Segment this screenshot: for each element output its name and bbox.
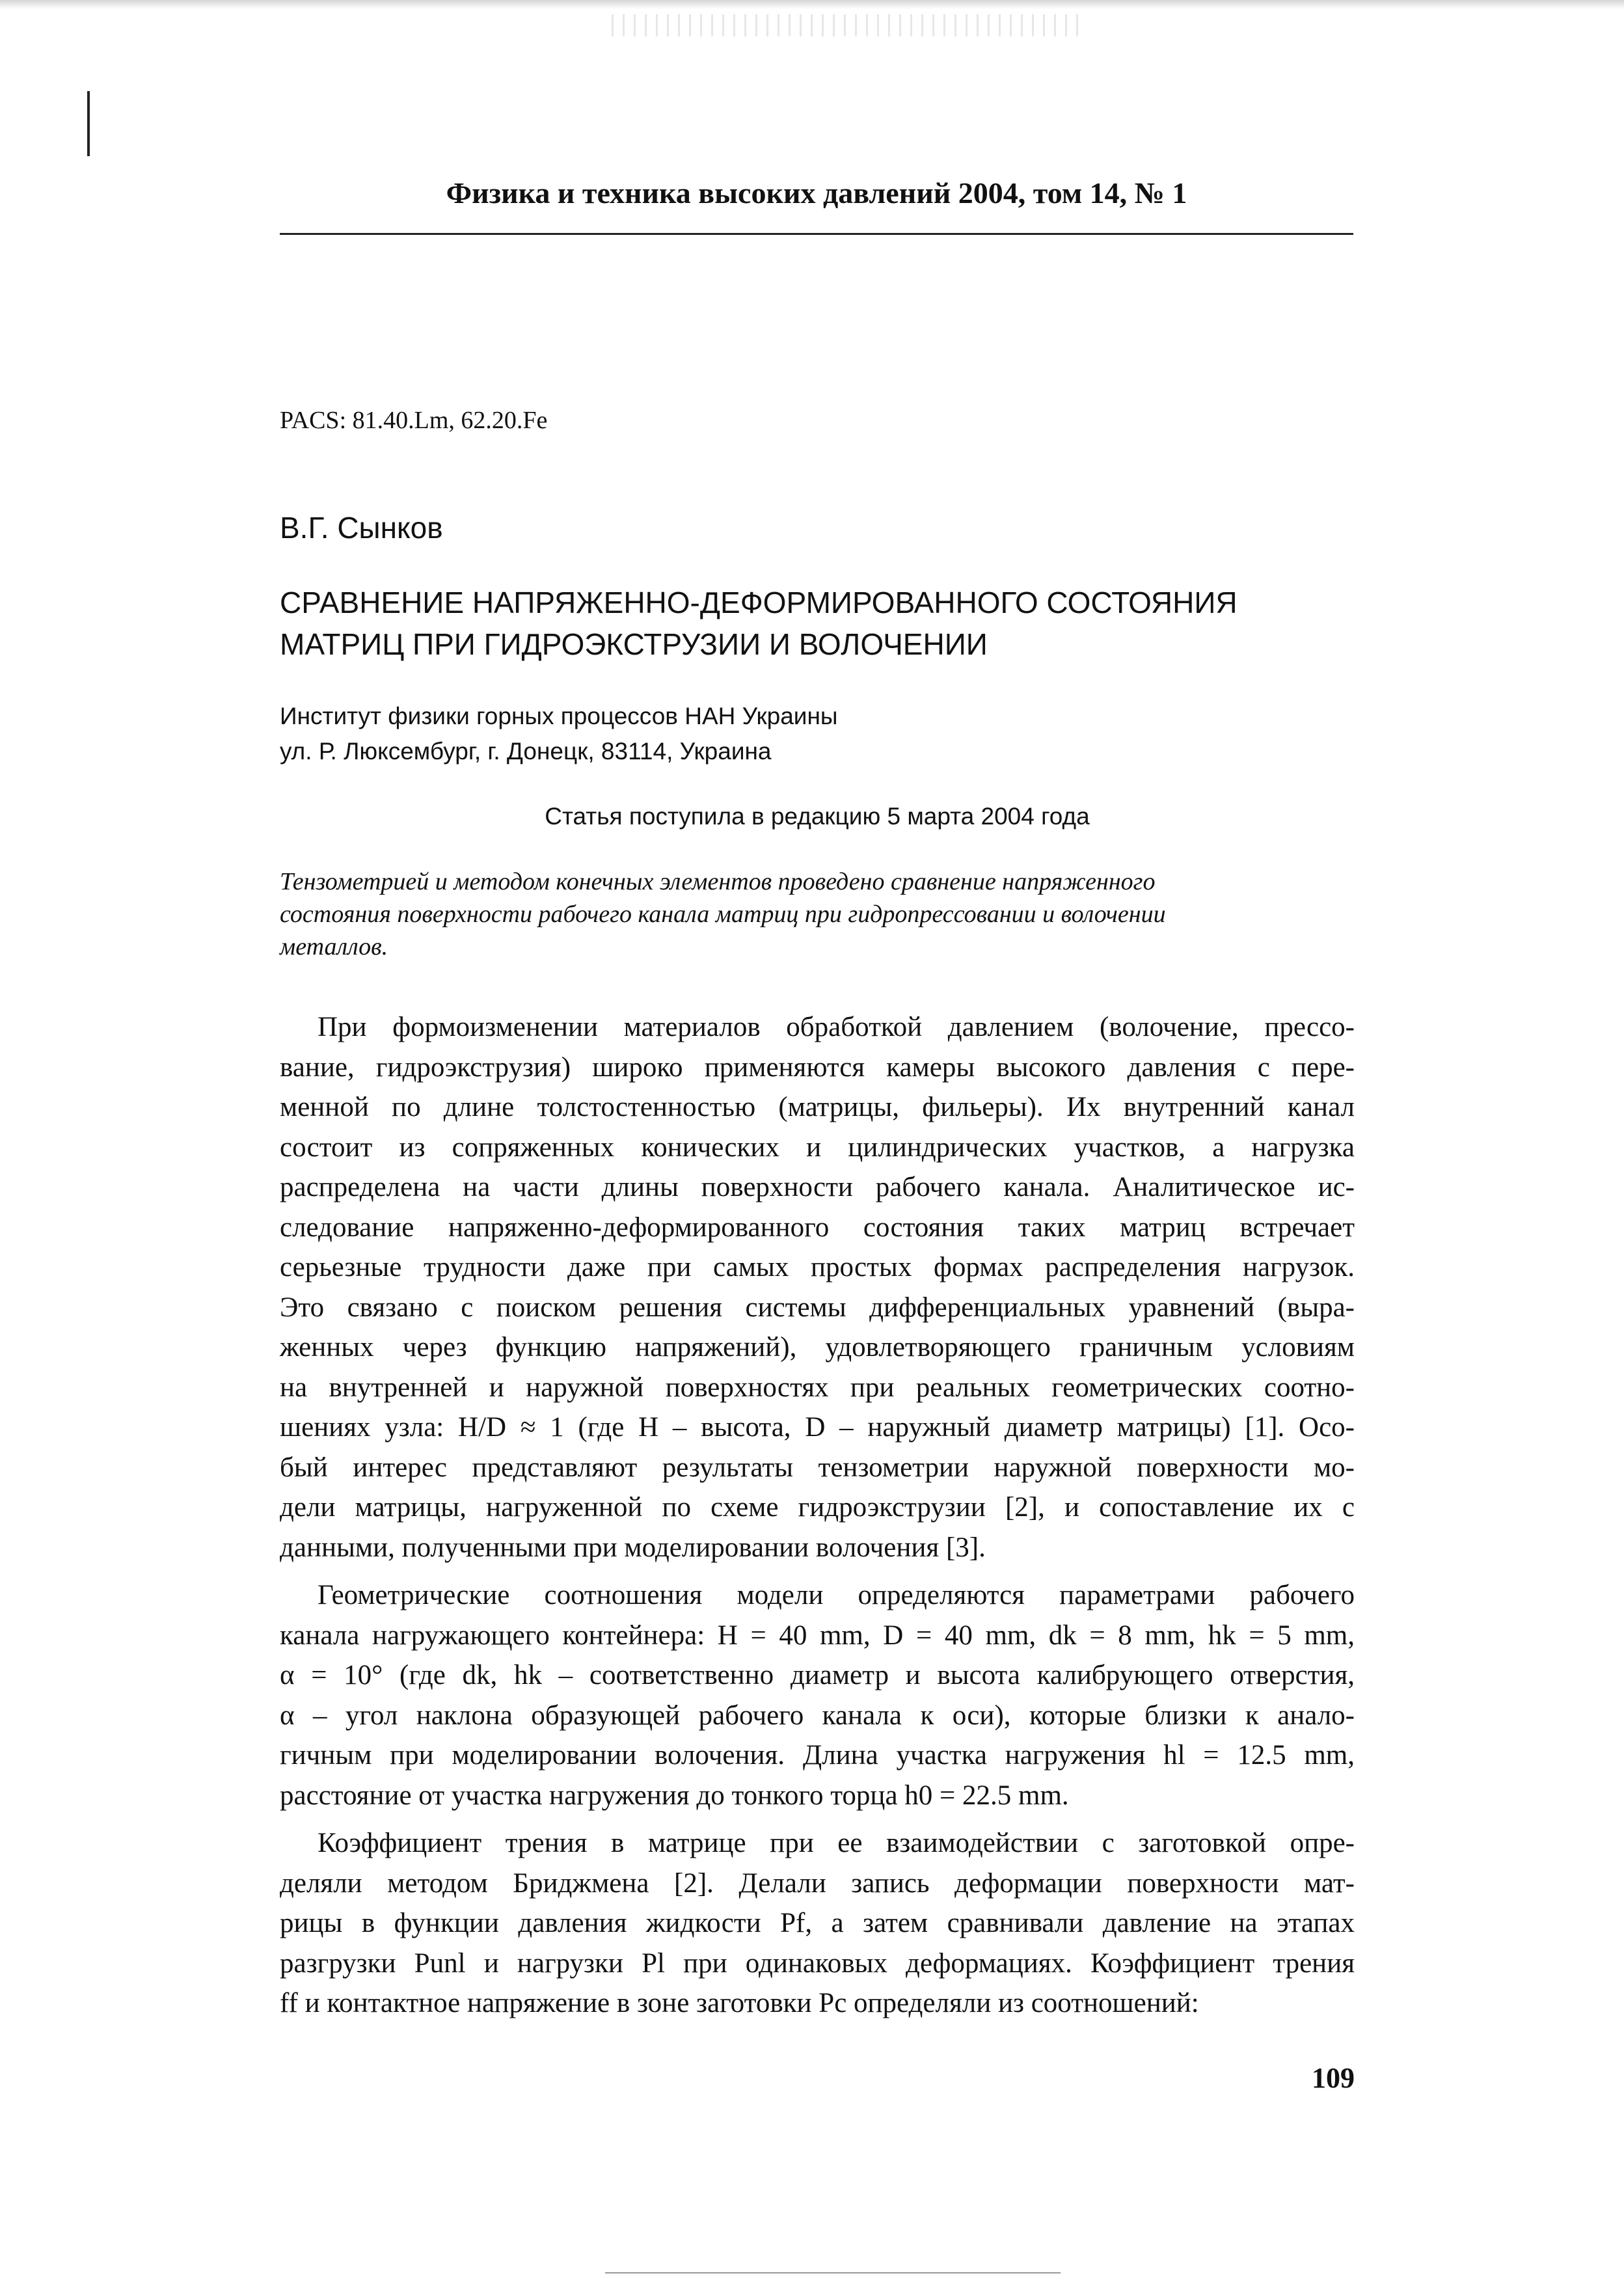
text-line: гичным при моделировании волочения. Длина участка нагружения hl = 12.5 mm, [280, 1740, 1355, 1771]
text-line: ff и контактное напряжение в зоне заготовки Pc определяли из соотношений: [280, 1988, 1199, 2018]
body-text [280, 1007, 1355, 2024]
received-date: Статья поступила в редакцию 5 марта 2004 года [545, 803, 1090, 830]
text-line: разгрузки Punl и нагрузки Pl при одинаковых деформациях. Коэффициент трения [280, 1948, 1355, 1979]
affiliation-line: ул. Р. Люксембург, г. Донецк, 83114, Украина [280, 738, 772, 765]
abstract-line: Тензометрией и методом конечных элементов проведено сравнение напряженного [280, 868, 1156, 895]
text-line: деляли методом Бриджмена [2]. Делали запись деформации поверхности мат- [280, 1867, 1355, 1899]
text-line: Геометрические соотношения модели определяются параметрами рабочего [318, 1580, 1355, 1610]
text-line: бый интерес представляют результаты тензометрии наружной поверхности мо- [280, 1452, 1355, 1483]
text-line: α = 10° (где dk, hk – соответственно диаметр и высота калибрующего отверстия, [280, 1660, 1355, 1690]
text-line: Это связано с поиском решения системы дифференциальных уравнений (выра- [280, 1292, 1355, 1323]
text-line: состоит из сопряженных конических и цилиндрических участков, а нагрузка [280, 1132, 1355, 1163]
text-line: менной по длине толстостенностью (матрицы, фильеры). Их внутренний канал [280, 1092, 1355, 1122]
journal-header: Физика и техника высоких давлений 2004, том 14, № 1 [446, 176, 1187, 210]
abstract-line: металлов. [280, 933, 388, 960]
abstract-line: состояния поверхности рабочего канала матриц при гидропрессовании и волочении [280, 901, 1166, 928]
text-line: следование напряженно-деформированного состояния таких матриц встречает [280, 1212, 1355, 1243]
text-line: дели матрицы, нагруженной по схеме гидроэкструзии [2], и сопоставление их с [280, 1492, 1355, 1523]
abstract [280, 865, 1355, 963]
header-rule [280, 233, 1353, 235]
scan-edge-mark [87, 91, 90, 156]
text-line: шениях узла: H/D ≈ 1 (где H – высота, D – наружный диаметр матрицы) [1]. Осо- [280, 1412, 1355, 1443]
article-title [280, 582, 1386, 665]
text-line: Коэффициент трения в матрице при ее взаимодействии с заготовкой опре- [318, 1828, 1355, 1858]
text-line: на внутренней и наружной поверхностях при реальных геометрических соотно- [280, 1372, 1355, 1403]
paragraph-2 [280, 1575, 1355, 1815]
text-line: распределена на части длины поверхности рабочего канала. Аналитическое ис- [280, 1172, 1355, 1202]
text-line: канала нагружающего контейнера: H = 40 mm, D = 40 mm, dk = 8 mm, hk = 5 mm, [280, 1620, 1355, 1651]
text-line: α – угол наклона образующей рабочего канала к оси), которые близки к анало- [280, 1700, 1355, 1731]
paragraph-3 [280, 1823, 1355, 2024]
text-line: вание, гидроэкструзия) широко применяются камеры высокого давления с пере- [280, 1052, 1355, 1083]
scan-bottom-edge [605, 2272, 1061, 2273]
text-line: При формоизменении материалов обработкой давлением (волочение, прессо- [318, 1012, 1355, 1042]
text-line: расстояние от участка нагружения до тонкого торца h0 = 22.5 mm. [280, 1780, 1069, 1811]
text-line: рицы в функции давления жидкости Pf, а затем сравнивали давление на этапах [280, 1908, 1355, 1938]
page-number: 109 [1312, 2062, 1355, 2094]
text-line: данными, полученными при моделировании волочения [3]. [280, 1532, 986, 1563]
affiliation-line: Институт физики горных процессов НАН Украины [280, 703, 838, 729]
scan-noise [612, 14, 1080, 36]
affiliation [280, 699, 838, 769]
text-line: серьезные трудности даже при самых простых формах распределения нагрузок. [280, 1252, 1355, 1282]
author: В.Г. Сынков [280, 511, 443, 545]
paragraph-1 [280, 1007, 1355, 1568]
title-line: МАТРИЦ ПРИ ГИДРОЭКСТРУЗИИ И ВОЛОЧЕНИИ [280, 627, 988, 661]
text-line: женных через функцию напряжений), удовлетворяющего граничным условиям [280, 1332, 1355, 1363]
pacs-codes: PACS: 81.40.Lm, 62.20.Fe [280, 407, 548, 434]
scan-edge-shadow [0, 0, 1624, 9]
title-line: СРАВНЕНИЕ НАПРЯЖЕННО-ДЕФОРМИРОВАННОГО СОСТОЯНИЯ [280, 586, 1238, 619]
